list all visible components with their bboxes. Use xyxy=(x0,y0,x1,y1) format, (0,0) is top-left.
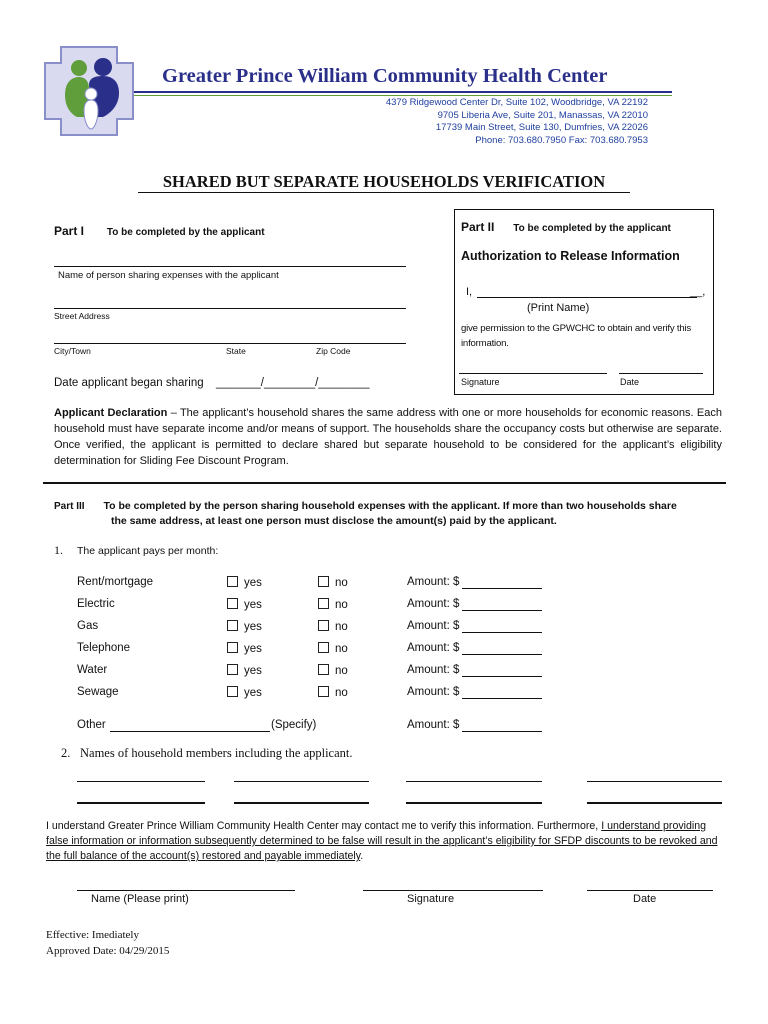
part3-label: Part III xyxy=(54,501,85,512)
member-name-line[interactable] xyxy=(77,802,205,804)
amount-input-line[interactable] xyxy=(462,654,542,655)
part2-date-line[interactable] xyxy=(619,373,703,374)
checkbox-icon[interactable] xyxy=(318,576,329,587)
other-input-line[interactable] xyxy=(110,731,270,732)
checkbox-icon[interactable] xyxy=(227,686,238,697)
name-print-label: Name (Please print) xyxy=(91,893,189,905)
no-option[interactable]: no xyxy=(318,642,348,655)
part1-label: Part I xyxy=(54,224,85,238)
amount-input-line[interactable] xyxy=(462,632,542,633)
attestation-part-c: . xyxy=(360,850,364,862)
yes-option[interactable]: yes xyxy=(227,686,262,699)
logo xyxy=(43,45,135,137)
amount-label: Amount: $ xyxy=(407,686,460,698)
amount-label: Amount: $ xyxy=(407,598,460,610)
name-label: Name of person sharing expenses with the applicant xyxy=(58,270,279,281)
checkbox-icon[interactable] xyxy=(318,620,329,631)
specify-label: (Specify) xyxy=(271,719,317,731)
declaration-title: Applicant Declaration xyxy=(54,407,168,419)
no-option[interactable]: no xyxy=(318,664,348,677)
expense-label: Telephone xyxy=(77,642,131,654)
checkbox-icon[interactable] xyxy=(227,598,238,609)
expense-label: Gas xyxy=(77,620,99,632)
address-2: 9705 Liberia Ave, Suite 201, Manassas, VA 22010 xyxy=(437,109,648,121)
attestation-part-b: I understand providing false information or information subsequently determined to be false will result in the applicant’s eligibility for SFDP discounts to be revoked and the full balance of the account(s) restored and payable immediately xyxy=(46,820,718,862)
print-name-input-line[interactable] xyxy=(477,297,697,298)
checkbox-icon[interactable] xyxy=(318,664,329,675)
amount-label: Amount: $ xyxy=(407,576,460,588)
amount-label: Amount: $ xyxy=(407,719,460,731)
attestation-part-a: I understand Greater Prince William Community Health Center may contact me to verify this information. Furthermore, xyxy=(46,820,602,832)
member-name-line[interactable] xyxy=(234,781,369,782)
yes-option[interactable]: yes xyxy=(227,620,262,633)
city-label: City/Town xyxy=(54,346,91,356)
city-state-zip-line[interactable] xyxy=(54,343,406,344)
checkbox-icon[interactable] xyxy=(227,642,238,653)
date-sharing-row xyxy=(54,377,370,389)
effective-note: Effective: Imediately xyxy=(46,929,139,941)
header-rule xyxy=(134,91,672,93)
logo-graphic xyxy=(43,45,135,137)
header-rule-thin xyxy=(134,95,672,96)
date-label: Date xyxy=(633,893,657,905)
amount-label: Amount: $ xyxy=(407,642,460,654)
date-sharing-input[interactable]: _______/________/________ xyxy=(216,377,370,389)
amount-input-line[interactable] xyxy=(462,676,542,677)
q1-text: The applicant pays per month: xyxy=(77,545,219,557)
address-block xyxy=(386,97,648,147)
yes-option[interactable]: yes xyxy=(227,642,262,655)
expense-label: Sewage xyxy=(77,686,119,698)
checkbox-icon[interactable] xyxy=(227,664,238,675)
part3-line1: To be completed by the person sharing household expenses with the applicant. If more than two households share xyxy=(103,500,677,512)
street-input-line[interactable] xyxy=(54,308,406,309)
amount-input-line[interactable] xyxy=(462,610,542,611)
part2-label: Part II xyxy=(461,220,495,234)
signature-line[interactable] xyxy=(363,890,543,891)
yes-option[interactable]: yes xyxy=(227,664,262,677)
amount-input-line[interactable] xyxy=(462,731,542,732)
checkbox-icon[interactable] xyxy=(227,620,238,631)
checkbox-icon[interactable] xyxy=(227,576,238,587)
part1-heading xyxy=(54,222,265,240)
q1-number: 1. xyxy=(54,543,63,557)
q2-number: 2. xyxy=(61,746,71,760)
no-option[interactable]: no xyxy=(318,620,348,633)
i-suffix: __, xyxy=(690,286,706,298)
part2-heading xyxy=(461,218,671,236)
zip-label: Zip Code xyxy=(316,346,351,356)
no-option[interactable]: no xyxy=(318,686,348,699)
signature-label: Signature xyxy=(407,893,455,905)
expense-label: Rent/mortgage xyxy=(77,576,154,588)
address-3: 17739 Main Street, Suite 130, Dumfries, VA 22026 xyxy=(435,122,648,133)
page-title: SHARED BUT SEPARATE HOUSEHOLDS VERIFICATION xyxy=(162,172,606,191)
print-name-label: (Print Name) xyxy=(527,302,590,314)
expense-label: Electric xyxy=(77,598,115,610)
authorization-heading: Authorization to Release Information xyxy=(461,249,680,263)
amount-input-line[interactable] xyxy=(462,588,542,589)
i-prefix: I, xyxy=(466,286,473,298)
amount-label: Amount: $ xyxy=(407,664,460,676)
part2-subtitle: To be completed by the applicant xyxy=(513,223,671,234)
street-label: Street Address xyxy=(54,311,110,321)
member-name-line[interactable] xyxy=(234,802,369,804)
part3-line2: the same address, at least one person must disclose the amount(s) paid by the applicant. xyxy=(111,515,557,527)
phone-fax: Phone: 703.680.7950 Fax: 703.680.7953 xyxy=(475,134,648,146)
amount-input-line[interactable] xyxy=(462,698,542,699)
member-name-line[interactable] xyxy=(77,781,205,782)
checkbox-icon[interactable] xyxy=(318,642,329,653)
other-label: Other xyxy=(77,719,106,731)
part2-date-label: Date xyxy=(620,377,640,387)
date-line[interactable] xyxy=(587,890,713,891)
part3-heading xyxy=(54,496,677,514)
amount-label: Amount: $ xyxy=(407,620,460,632)
address-1: 4379 Ridgewood Center Dr, Suite 102, Woodbridge, VA 22192 xyxy=(385,97,648,108)
name-print-line[interactable] xyxy=(77,890,295,891)
section-divider xyxy=(43,482,726,484)
approved-date: Approved Date: 04/29/2015 xyxy=(46,945,170,957)
yes-option[interactable]: yes xyxy=(227,598,262,611)
title-underline xyxy=(138,192,630,193)
name-input-line[interactable] xyxy=(54,266,406,267)
checkbox-icon[interactable] xyxy=(318,598,329,609)
q2-text: Names of household members including the applicant. xyxy=(80,746,353,760)
part1-subtitle: To be completed by the applicant xyxy=(106,227,265,238)
member-name-line[interactable] xyxy=(406,802,542,804)
org-name: Greater Prince William Community Health Center xyxy=(162,65,608,87)
member-name-line[interactable] xyxy=(587,781,722,782)
part2-signature-label: Signature xyxy=(461,377,500,387)
applicant-declaration xyxy=(54,405,722,469)
no-option[interactable]: no xyxy=(318,598,348,611)
member-name-line[interactable] xyxy=(406,781,542,782)
declaration-text: – The applicant’s household shares the same address with one or more households for economic reasons. Each household must have separate income and/or means of support. The households share the occupancy costs but otherwise are separate. Once verified, the applicant is permitted to declare shared but separate household to be considered for the applicant’s eligibility determination for Sliding Fee Discount Program. xyxy=(54,407,722,467)
checkbox-icon[interactable] xyxy=(318,686,329,697)
state-label: State xyxy=(226,346,246,356)
yes-option[interactable]: yes xyxy=(227,576,262,589)
attestation-text xyxy=(46,819,726,864)
permission-text: give permission to the GPWCHC to obtain and verify this information. xyxy=(461,323,692,349)
date-sharing-label: Date applicant began sharing xyxy=(54,377,204,389)
member-name-line[interactable] xyxy=(587,802,722,804)
expense-label: Water xyxy=(77,664,108,676)
no-option[interactable]: no xyxy=(318,576,348,589)
part2-signature-line[interactable] xyxy=(459,373,607,374)
